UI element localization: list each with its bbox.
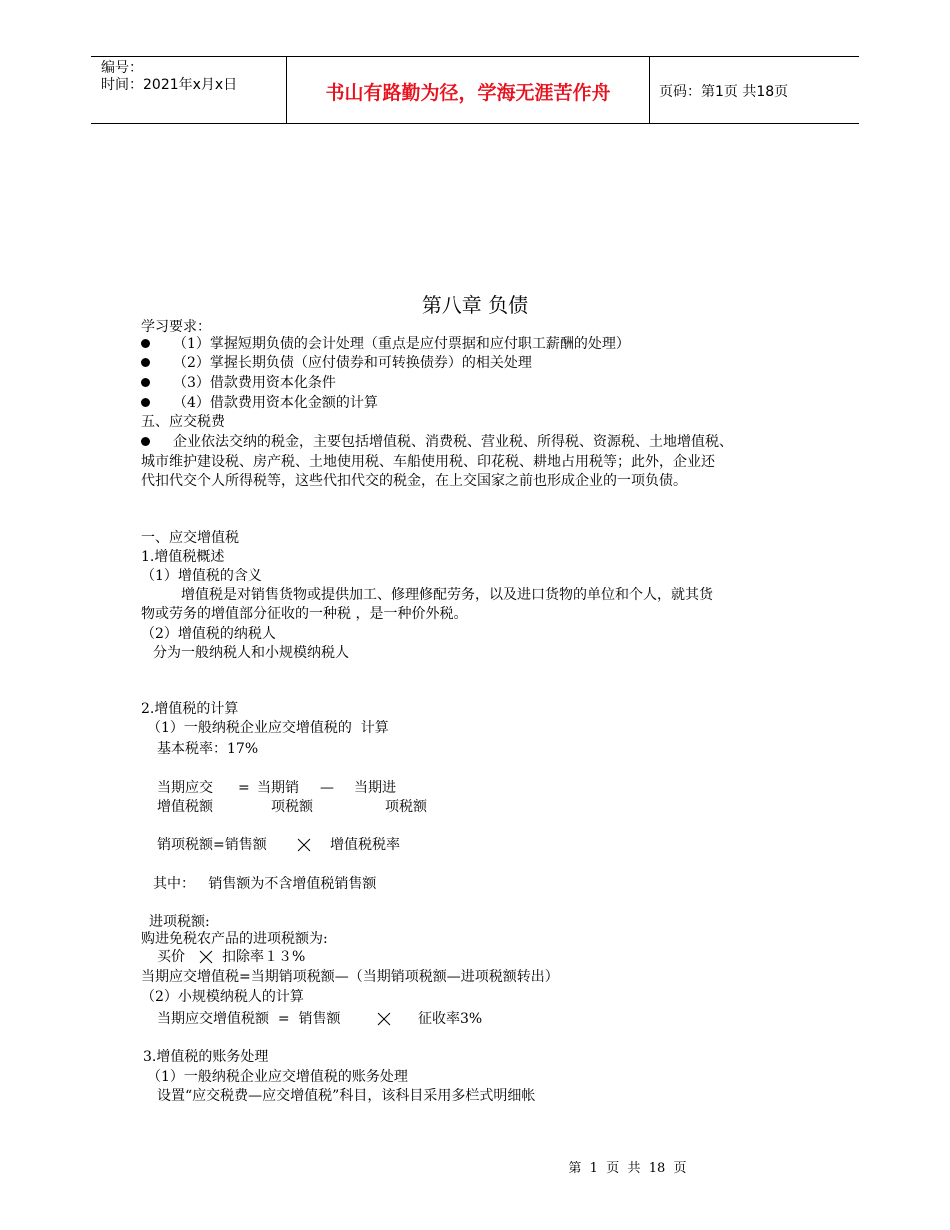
requirement-item: （4）借款费用资本化金额的计算 <box>173 395 378 411</box>
multiply-icon <box>377 1012 391 1026</box>
formula-equals: = <box>238 780 250 796</box>
formula-term: 项税额 <box>271 799 313 815</box>
paragraph-line: 分为一般纳税人和小规模纳税人 <box>153 645 349 661</box>
bullet-icon <box>141 358 150 367</box>
page-footer: 第 1 页 共 18 页 <box>568 1161 687 1176</box>
requirement-item: （2）掌握长期负债（应付债券和可转换债券）的相关处理 <box>173 355 532 371</box>
base-rate: 基本税率：17% <box>157 741 259 757</box>
small-taxpayer-rate: 征收率3% <box>418 1011 483 1027</box>
formula-term: 增值税额 <box>157 799 213 815</box>
formula-term: 当期销 <box>257 780 299 796</box>
item-label: （1）增值税的含义 <box>141 568 262 584</box>
subsection-heading: 1.增值税概述 <box>141 549 225 565</box>
formula-minus: — <box>320 780 334 796</box>
item-label: 进项税额: <box>149 914 210 930</box>
item-label: （2）小规模纳税人的计算 <box>141 989 304 1005</box>
paragraph-line: 物或劳务的增值部分征收的一种税 ，是一种价外税。 <box>141 606 468 622</box>
header-page-label: 页码：第1页 共18页 <box>659 84 789 100</box>
header-motto: 书山有路勤为径，学海无涯苦作舟 <box>325 82 611 104</box>
output-tax-formula-rate: 增值税税率 <box>330 837 400 853</box>
subsection-heading: 3.增值税的账务处理 <box>143 1049 269 1065</box>
paragraph-line: 企业依法交纳的税金，主要包括增值税、消费税、营业税、所得税、资源税、土地增值税、 <box>173 434 733 450</box>
bullet-icon <box>141 398 150 407</box>
output-tax-formula: 销项税额=销售额 <box>157 837 267 853</box>
header-meta <box>101 60 237 94</box>
paragraph-line: 城市维护建设税、房产税、土地使用税、车船使用税、印花税、耕地占用税等；此外，企业还 <box>141 454 715 470</box>
header-number-label: 编号： <box>101 60 143 76</box>
section-heading: 五、应交税费 <box>141 414 225 430</box>
farm-price: 买价 <box>157 949 185 965</box>
header-time-label: 时间：2021年x月x日 <box>101 77 238 93</box>
header-divider <box>649 57 650 123</box>
multiply-icon <box>199 950 213 964</box>
multiply-icon <box>297 838 311 852</box>
formula-term: 项税额 <box>385 799 427 815</box>
bullet-icon <box>141 437 150 446</box>
page-header <box>91 56 859 124</box>
item-label: （1）一般纳税企业应交增值税的账务处理 <box>147 1069 408 1085</box>
subsection-heading: 2.增值税的计算 <box>141 701 239 717</box>
formula-term: 当期进 <box>354 780 396 796</box>
farm-rate: 扣除率１３% <box>222 949 306 965</box>
requirement-item: （1）掌握短期负债的会计处理（重点是应付票据和应付职工薪酬的处理） <box>173 336 630 352</box>
paragraph-line: 增值税是对销售货物或提供加工、修理修配劳务，以及进口货物的单位和个人，就其货 <box>181 587 713 603</box>
payable-formula: 当期应交增值税=当期销项税额—（当期销项税额—进项税额转出） <box>141 969 559 985</box>
formula-term: 当期应交 <box>157 780 213 796</box>
bullet-icon <box>141 339 150 348</box>
sales-note: 其中： 销售额为不含增值税销售额 <box>153 876 377 892</box>
requirement-item: （3）借款费用资本化条件 <box>173 375 336 391</box>
requirements-label: 学习要求： <box>141 319 211 335</box>
paragraph-line: 代扣代交个人所得税等，这些代扣代交的税金，在上交国家之前也形成企业的一项负债。 <box>141 473 687 489</box>
paragraph-line: 设置“应交税费—应交增值税”科目，该科目采用多栏式明细帐 <box>157 1088 536 1104</box>
bullet-icon <box>141 378 150 387</box>
item-label: （1）一般纳税企业应交增值税的 计算 <box>147 720 389 736</box>
section-heading: 一、应交增值税 <box>141 530 239 546</box>
small-taxpayer-formula: 当期应交增值税额 = 销售额 <box>157 1011 341 1027</box>
paragraph-line: 购进免税农产品的进项税额为: <box>141 931 328 947</box>
item-label: （2）增值税的纳税人 <box>141 626 276 642</box>
chapter-title: 第八章 负债 <box>421 293 529 317</box>
